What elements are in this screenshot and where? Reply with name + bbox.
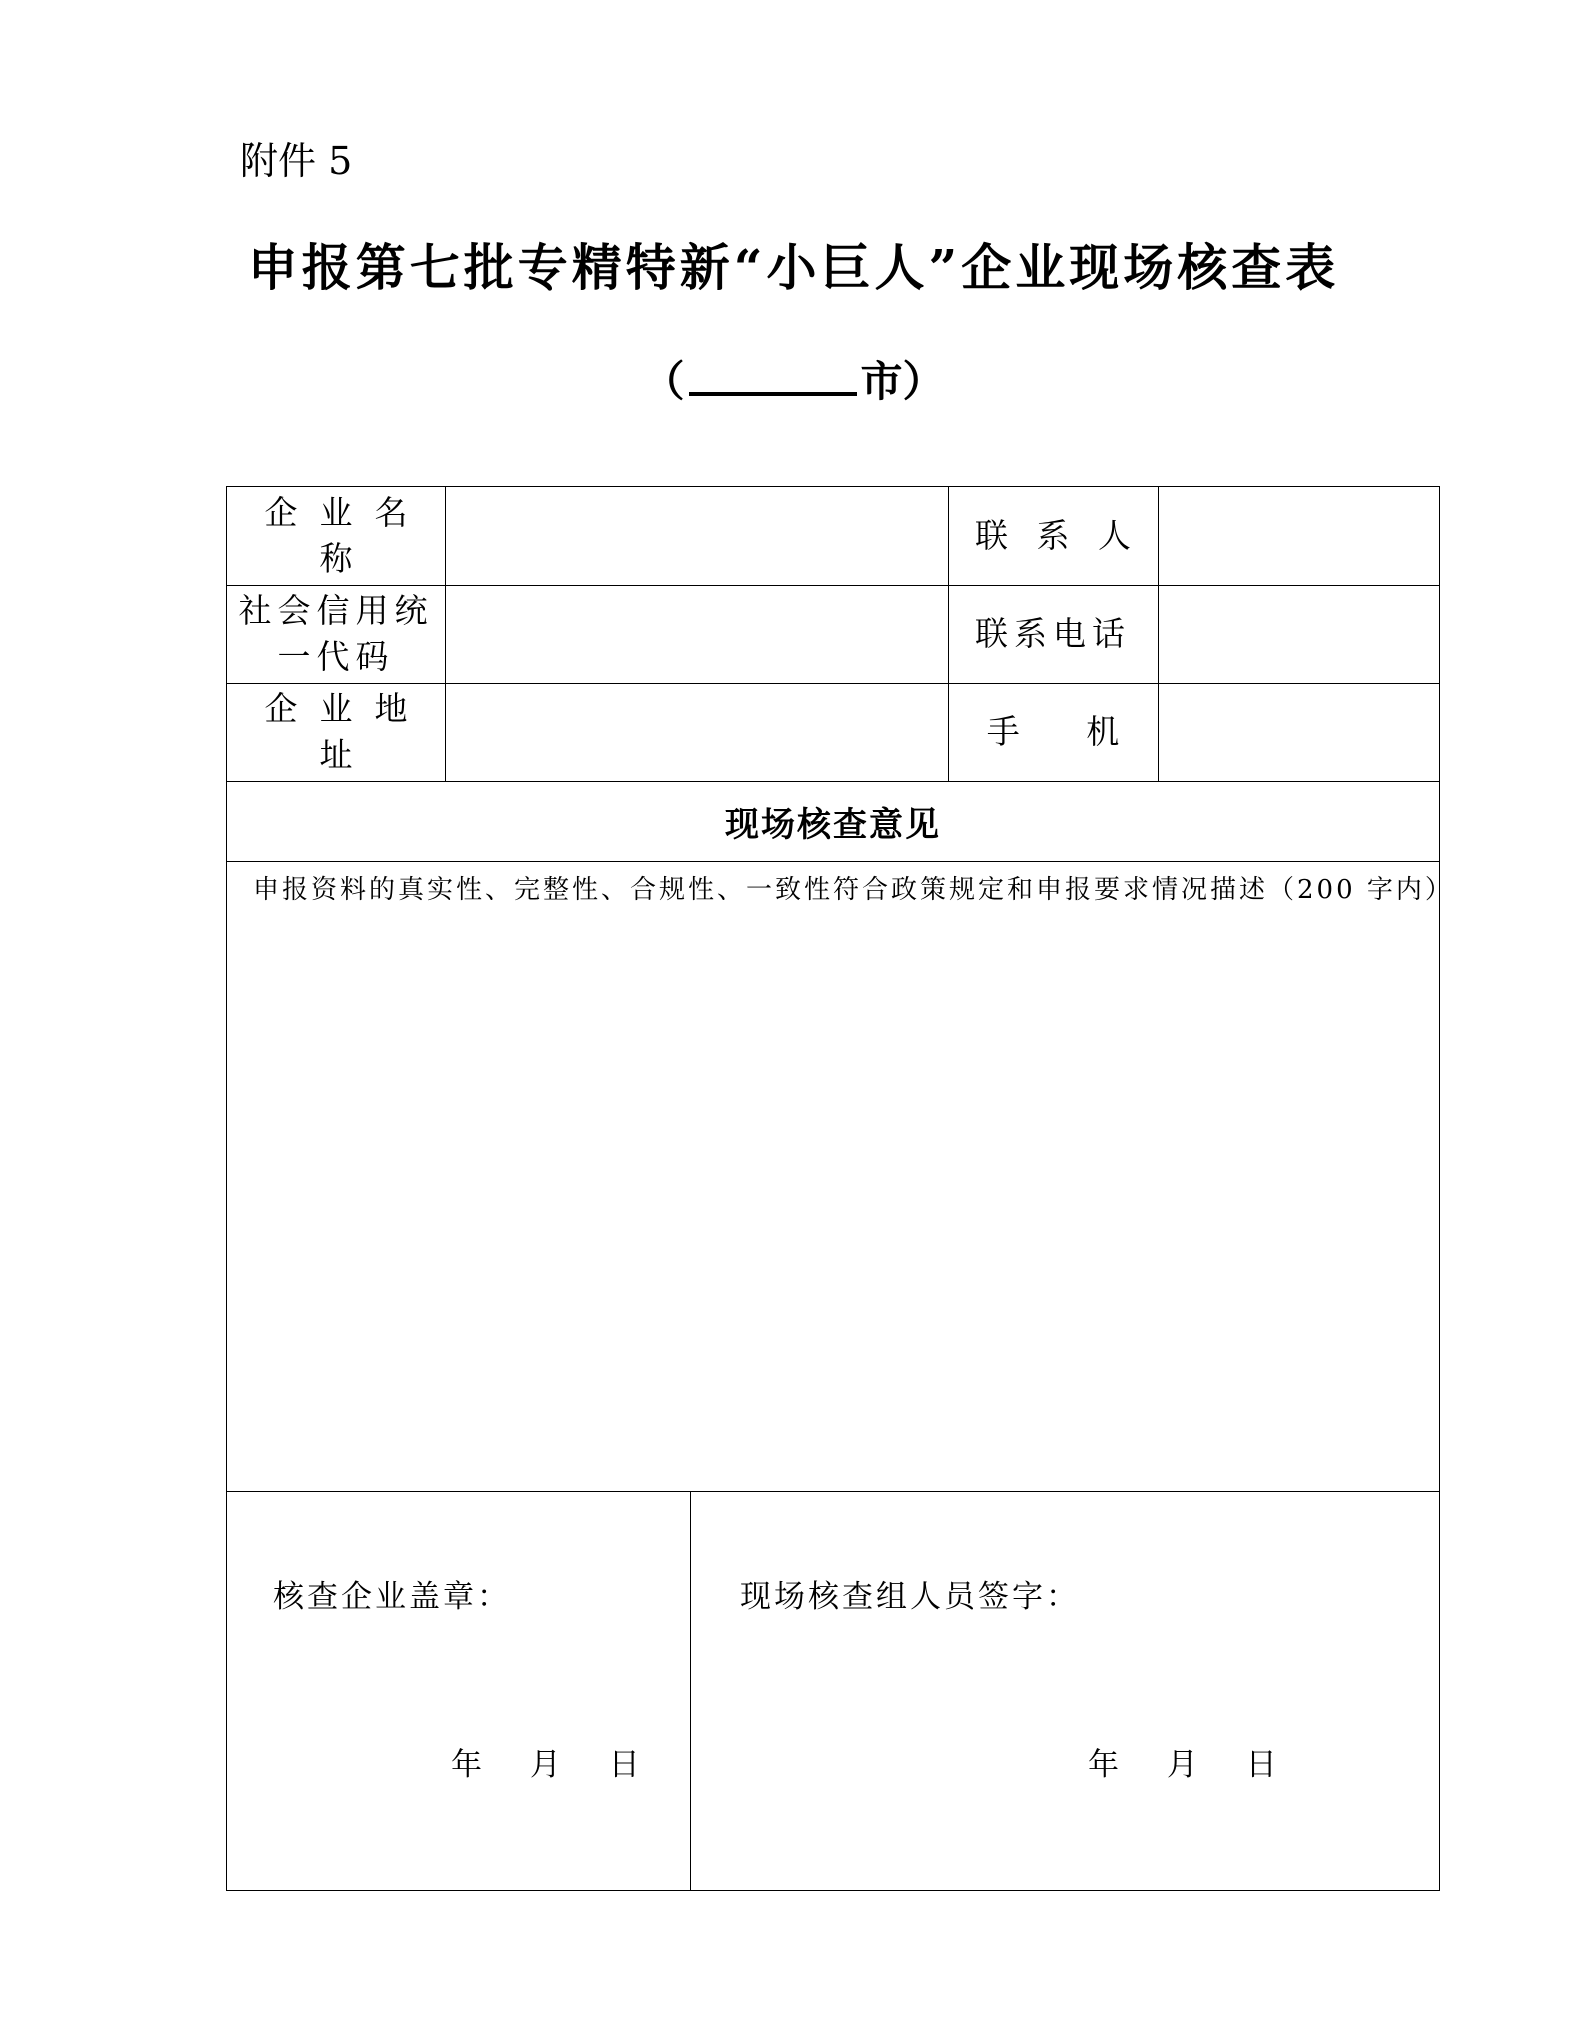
address-label: 企业地址 [264, 688, 430, 774]
city-suffix: 市） [860, 357, 945, 406]
mobile-label: 手 机 [986, 711, 1120, 751]
company-seal-label: 核查企业盖章： [273, 1579, 511, 1615]
contact-person-field[interactable] [1158, 487, 1441, 585]
contact-person-label: 联 系 人 [975, 515, 1131, 555]
company-name-field[interactable] [445, 487, 948, 585]
team-sign-label: 现场核查组人员签字： [740, 1579, 1080, 1615]
attachment-label: 附件 5 [240, 139, 353, 183]
credit-code-label: 社会信用统一代码 [238, 590, 434, 676]
mobile-field[interactable] [1158, 683, 1441, 781]
team-sign-area[interactable] [690, 1491, 1441, 1891]
company-seal-date: 年 月 日 [451, 1747, 640, 1783]
team-sign-date: 年 月 日 [1088, 1747, 1277, 1783]
opinion-field[interactable] [253, 921, 1413, 1471]
opinion-description: 申报资料的真实性、完整性、合规性、一致性符合政策规定和申报要求情况描述（200 字内） [253, 875, 1454, 905]
phone-field[interactable] [1158, 585, 1441, 683]
opinion-area[interactable] [227, 861, 1454, 1491]
company-seal-area[interactable] [227, 1491, 690, 1891]
credit-code-field[interactable] [445, 585, 948, 683]
phone-label: 联系电话 [975, 613, 1131, 653]
form-title: 申报第七批专精特新“小巨人”企业现场核查表 [247, 238, 1340, 297]
city-line [0, 350, 1587, 407]
city-open-paren: （ [642, 357, 685, 406]
opinion-title: 现场核查意见 [725, 804, 941, 845]
inspection-form [226, 486, 1454, 1891]
company-name-label: 企业名称 [264, 492, 430, 578]
address-field[interactable] [445, 683, 948, 781]
opinion-header [227, 781, 1439, 861]
city-blank-field[interactable] [689, 350, 857, 396]
